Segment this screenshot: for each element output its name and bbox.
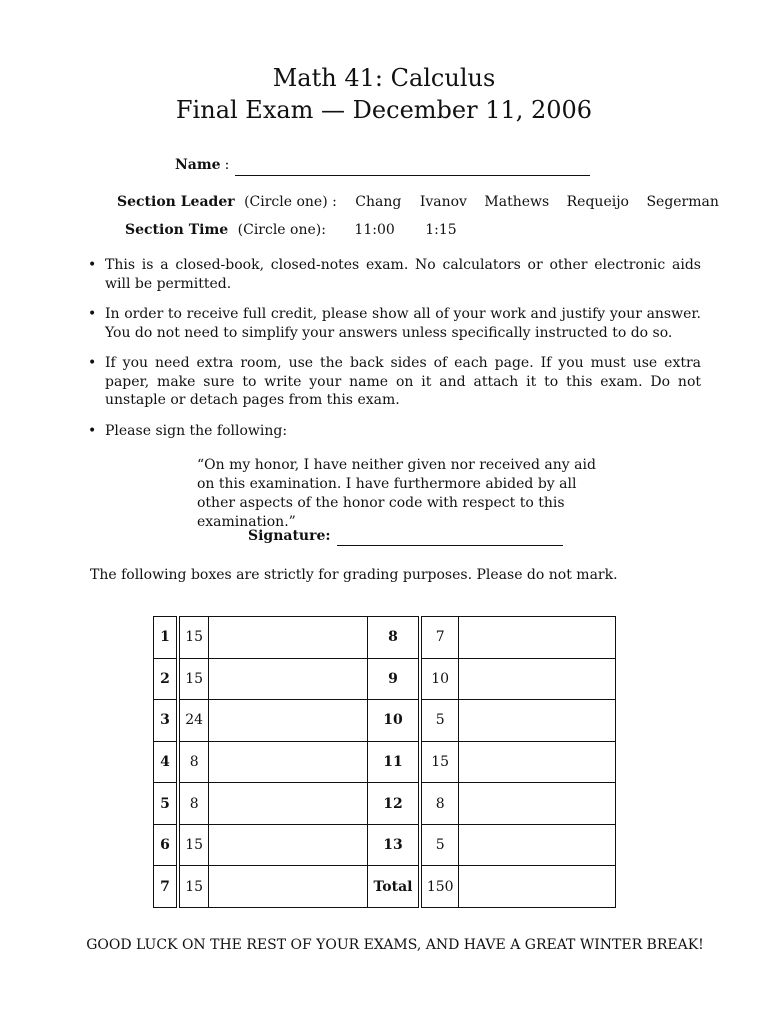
name-blank-line[interactable] — [235, 157, 590, 176]
score-box[interactable] — [209, 658, 368, 700]
name-colon: : — [224, 157, 230, 173]
score-box[interactable] — [209, 741, 368, 783]
table-row — [154, 658, 616, 700]
exam-subtitle: Final Exam — December 11, 2006 — [175, 96, 593, 124]
honor-statement: “On my honor, I have neither given nor received any aid on this examination. I have furthermore abided by all other aspects of the honor code with respect to this examination.” — [197, 457, 596, 530]
bullet-icon: • — [88, 422, 97, 439]
problem-number: 3 — [154, 700, 179, 742]
problem-number: 8 — [367, 617, 420, 659]
instruction-item — [88, 256, 701, 293]
problem-points: 8 — [178, 741, 209, 783]
table-row — [154, 617, 616, 659]
table-row — [154, 866, 616, 908]
instruction-text: Please sign the following: — [105, 422, 288, 439]
instruction-text: If you need extra room, use the back sides of each page. If you must use extra paper, make sure to write your name on it and attach it to this exam. Do not unstaple or detach pages from this exam. — [105, 355, 701, 408]
problem-number: 7 — [154, 866, 179, 908]
instruction-item — [88, 422, 701, 441]
signature-blank-line[interactable] — [337, 528, 563, 546]
instruction-text: This is a closed-book, closed-notes exam. No calculators or other electronic aids will be permitted. — [105, 257, 701, 292]
score-box[interactable] — [209, 617, 368, 659]
leader-option-requeijo[interactable]: Requeijo — [566, 194, 629, 210]
section-leader-label: Section Leader — [117, 194, 235, 210]
leader-option-mathews[interactable]: Mathews — [484, 194, 550, 210]
bullet-icon: • — [88, 355, 97, 371]
problem-points: 7 — [420, 617, 459, 659]
problem-number: 6 — [154, 824, 179, 866]
leader-option-chang[interactable]: Chang — [355, 194, 402, 210]
leader-option-ivanov[interactable]: Ivanov — [419, 194, 467, 210]
problem-number: 12 — [367, 783, 420, 825]
instruction-item — [88, 305, 701, 342]
signature-row — [248, 526, 563, 546]
name-field-row — [175, 154, 590, 176]
table-row — [154, 824, 616, 866]
total-label: Total — [367, 866, 420, 908]
score-box[interactable] — [459, 658, 616, 700]
problem-points: 15 — [178, 658, 209, 700]
problem-points: 10 — [420, 658, 459, 700]
instructions-list — [88, 256, 701, 452]
bullet-icon: • — [88, 257, 97, 273]
score-box[interactable] — [459, 617, 616, 659]
table-row — [154, 783, 616, 825]
score-box[interactable] — [209, 824, 368, 866]
problem-points: 15 — [420, 741, 459, 783]
problem-number: 1 — [154, 617, 179, 659]
exam-title: Math 41: Calculus — [272, 64, 496, 92]
score-box[interactable] — [209, 700, 368, 742]
problem-number: 11 — [367, 741, 420, 783]
problem-points: 5 — [420, 700, 459, 742]
problem-points: 15 — [178, 866, 209, 908]
score-box[interactable] — [209, 783, 368, 825]
name-label: Name — [175, 157, 221, 173]
section-leader-row — [117, 192, 719, 212]
leader-option-segerman[interactable]: Segerman — [646, 194, 719, 210]
grading-note: The following boxes are strictly for grading purposes. Please do not mark. — [90, 567, 618, 583]
score-box[interactable] — [459, 741, 616, 783]
time-option-115[interactable]: 1:15 — [425, 222, 457, 238]
problem-number: 2 — [154, 658, 179, 700]
problem-number: 5 — [154, 783, 179, 825]
bullet-icon: • — [88, 306, 97, 322]
problem-number: 13 — [367, 824, 420, 866]
table-row — [154, 700, 616, 742]
problem-points: 5 — [420, 824, 459, 866]
table-row — [154, 741, 616, 783]
score-box[interactable] — [459, 783, 616, 825]
problem-number: 9 — [367, 658, 420, 700]
problem-points: 8 — [178, 783, 209, 825]
score-box[interactable] — [209, 866, 368, 908]
total-score-box[interactable] — [459, 866, 616, 908]
grading-table — [153, 616, 616, 908]
score-box[interactable] — [459, 824, 616, 866]
signature-label: Signature: — [248, 528, 331, 544]
problem-points: 15 — [178, 824, 209, 866]
score-box[interactable] — [459, 700, 616, 742]
problem-points: 8 — [420, 783, 459, 825]
section-time-row — [125, 220, 457, 240]
time-option-1100[interactable]: 11:00 — [354, 222, 395, 238]
section-time-label: Section Time — [125, 222, 229, 238]
problem-number: 10 — [367, 700, 420, 742]
section-time-instruction: (Circle one): — [237, 222, 326, 238]
instruction-text: In order to receive full credit, please show all of your work and justify your answer. You do not need to simplify your answers unless specifically instructed to do so. — [105, 306, 701, 341]
problem-points: 24 — [178, 700, 209, 742]
section-leader-instruction: (Circle one) : — [244, 194, 337, 210]
total-points: 150 — [420, 866, 459, 908]
problem-points: 15 — [178, 617, 209, 659]
instruction-item — [88, 354, 701, 410]
problem-number: 4 — [154, 741, 179, 783]
good-luck-message: GOOD LUCK ON THE REST OF YOUR EXAMS, AND HAVE A GREAT WINTER BREAK! — [86, 937, 704, 953]
